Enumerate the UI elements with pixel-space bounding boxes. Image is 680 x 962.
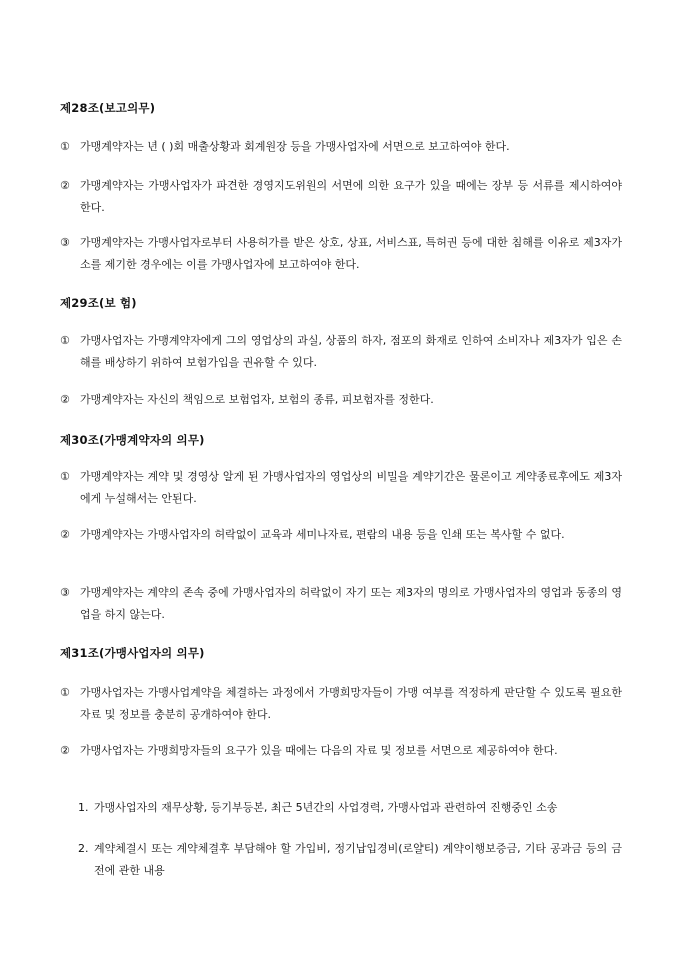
article-28-heading: 제28조(보고의무) (60, 101, 156, 115)
item-number: ② (60, 179, 70, 192)
item-number: ③ (60, 586, 70, 599)
article-28-item-1 (60, 136, 622, 158)
article-31-item-1 (60, 682, 622, 726)
article-30-item-2 (60, 524, 622, 546)
article-29-item-1 (60, 330, 622, 374)
subitem-text: 가맹사업자의 재무상황, 등기부등본, 최근 5년간의 사업경력, 가맹사업과 관련하여 진행중인 소송 (94, 801, 558, 814)
subitem-text: 계약체결시 또는 계약체결후 부담해야 할 가입비, 정기납입경비(로얄티) 계약이행보증금, 기타 공과금 등의 금전에 관한 내용 (94, 842, 622, 877)
item-text: 가맹사업자는 가맹사업계약을 체결하는 과정에서 가맹희망자들이 가맹 여부를 적정하게 판단할 수 있도록 필요한 자료 및 정보를 충분히 공개하여야 한다. (80, 686, 622, 721)
article-30-heading: 제30조(가맹계약자의 의무) (60, 433, 205, 447)
article-29-heading: 제29조(보 험) (60, 296, 137, 310)
item-text: 가맹계약자는 가맹사업자가 파견한 경영지도위원의 서면에 의한 요구가 있을 때에는 장부 등 서류를 제시하여야 한다. (80, 179, 622, 214)
item-number: ② (60, 744, 70, 757)
item-text: 가맹사업자는 가맹계약자에게 그의 영업상의 과실, 상품의 하자, 점포의 화재로 인하여 소비자나 제3자가 입은 손해를 배상하기 위하여 보험가입을 권유할 수 있다. (80, 334, 622, 369)
item-number: ① (60, 334, 70, 347)
article-31-subitem-2 (78, 838, 622, 882)
item-number: ① (60, 686, 70, 699)
item-text: 가맹계약자는 가맹사업자의 허락없이 교육과 세미나자료, 편람의 내용 등을 인쇄 또는 복사할 수 없다. (80, 528, 565, 541)
item-text: 가맹사업자는 가맹희망자들의 요구가 있을 때에는 다음의 자료 및 정보를 서면으로 제공하여야 한다. (80, 744, 558, 757)
article-28-item-2 (60, 175, 622, 219)
item-number: ① (60, 140, 70, 153)
subitem-number: 1. (78, 801, 89, 814)
item-text: 가맹계약자는 계약 및 경영상 알게 된 가맹사업자의 영업상의 비밀을 계약기간은 물론이고 계약종료후에도 제3자에게 누설해서는 안된다. (80, 470, 622, 505)
item-text: 가맹계약자는 계약의 존속 중에 가맹사업자의 허락없이 자기 또는 제3자의 명의로 가맹사업자의 영업과 동종의 영업을 하지 않는다. (80, 586, 622, 621)
article-30-item-1 (60, 466, 622, 510)
subitem-number: 2. (78, 842, 89, 855)
article-31-subitem-1 (78, 797, 622, 819)
article-29-item-2 (60, 389, 622, 411)
article-28-item-3 (60, 232, 622, 276)
item-number: ③ (60, 236, 70, 249)
item-text: 가맹계약자는 년 ( )회 매출상황과 회계원장 등을 가맹사업자에 서면으로 보고하여야 한다. (80, 140, 510, 153)
item-text: 가맹계약자는 가맹사업자로부터 사용허가를 받은 상호, 상표, 서비스표, 특허권 등에 대한 침해를 이유로 제3자가 소를 제기한 경우에는 이를 가맹사업자에 보고하여야 한다. (80, 236, 622, 271)
item-number: ① (60, 470, 70, 483)
article-31-item-2 (60, 740, 622, 762)
article-30-item-3 (60, 582, 622, 626)
article-31-heading: 제31조(가맹사업자의 의무) (60, 646, 205, 660)
item-number: ② (60, 393, 70, 406)
item-text: 가맹계약자는 자신의 책임으로 보험업자, 보험의 종류, 피보험자를 정한다. (80, 393, 434, 406)
item-number: ② (60, 528, 70, 541)
